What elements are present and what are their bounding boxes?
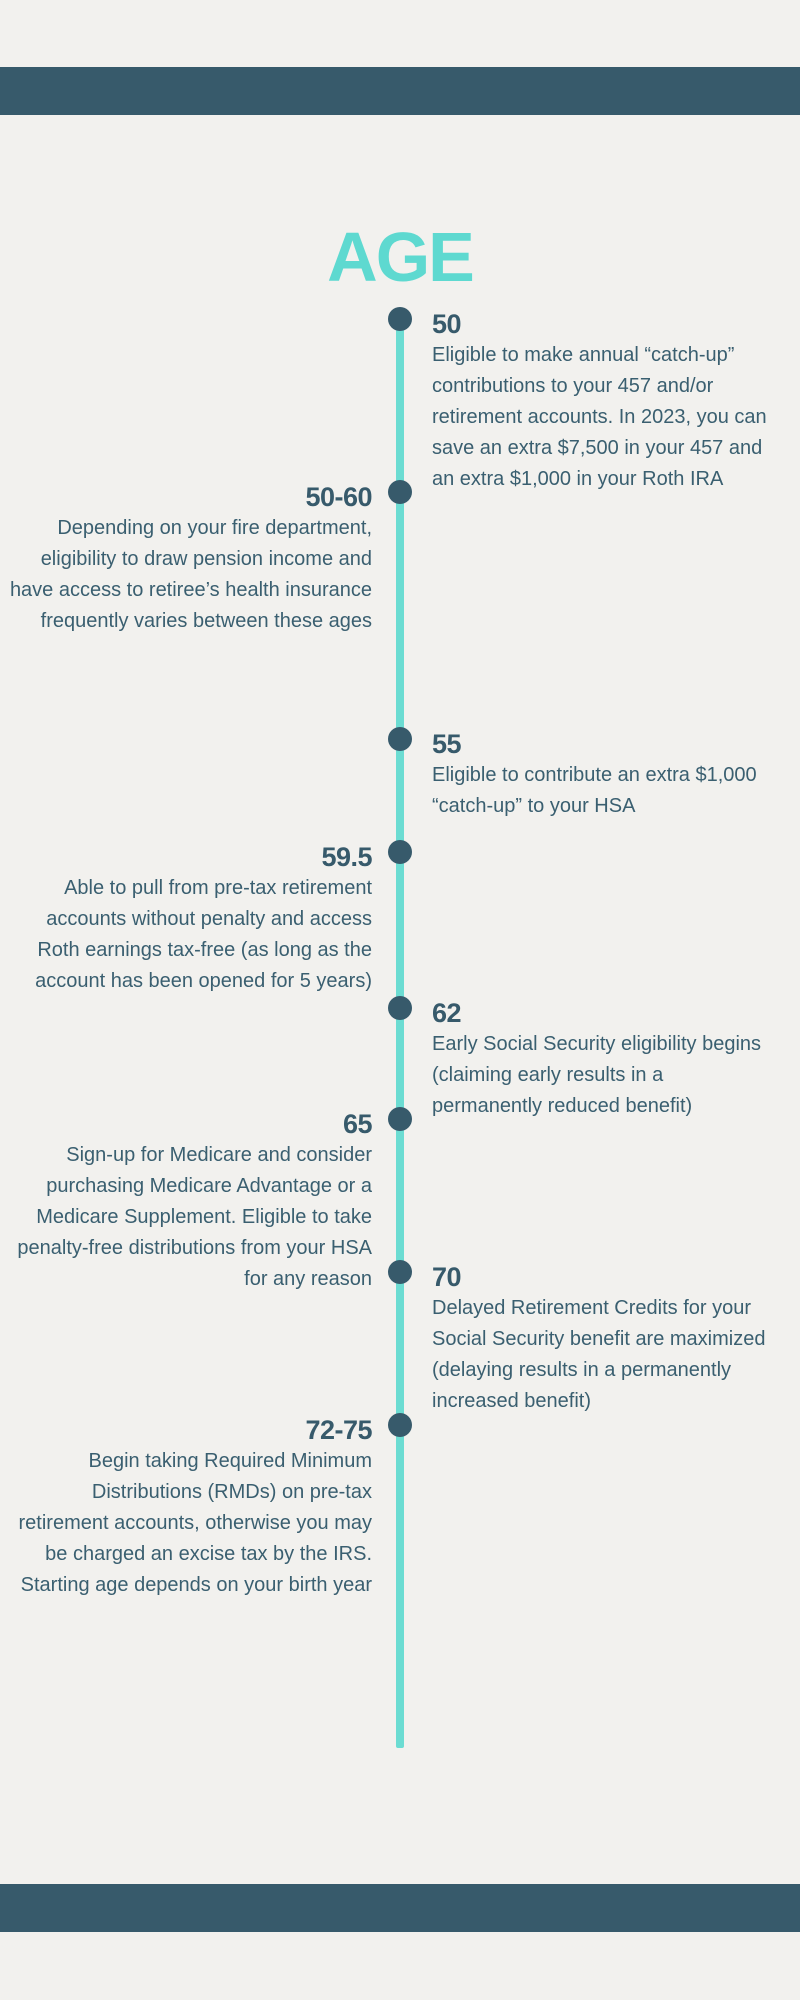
milestone-59-5	[4, 841, 372, 997]
timeline-dot-50	[388, 307, 412, 331]
milestone-55	[432, 728, 772, 822]
milestone-age: 59.5	[321, 842, 372, 872]
milestone-age: 50-60	[305, 482, 372, 512]
page-title: AGE	[327, 218, 473, 296]
milestone-text: Able to pull from pre-tax retirement accounts without penalty and access Roth earnings tax-free (as long as the account has been opened for 5 years)	[35, 877, 372, 992]
milestone-50-60	[4, 481, 372, 637]
milestone-text: Sign-up for Medicare and consider purchasing Medicare Advantage or a Medicare Supplement. Eligible to take penalty-free distributions from your HSA for any reason	[17, 1144, 372, 1290]
top-banner	[0, 67, 800, 115]
milestone-text: Early Social Security eligibility begins (claiming early results in a permanently reduced benefit)	[432, 1033, 762, 1117]
milestone-age: 55	[432, 729, 462, 759]
milestone-age: 70	[432, 1262, 462, 1292]
milestone-text: Eligible to contribute an extra $1,000 “catch-up” to your HSA	[432, 764, 757, 817]
timeline-dot-50-60	[388, 480, 412, 504]
bottom-banner	[0, 1884, 800, 1932]
timeline-dot-55	[388, 727, 412, 751]
timeline-dot-70	[388, 1260, 412, 1284]
milestone-72-75	[4, 1414, 372, 1601]
milestone-62	[432, 997, 772, 1122]
milestone-age: 62	[432, 998, 462, 1028]
timeline-line	[396, 320, 404, 1748]
milestone-70	[432, 1261, 772, 1417]
milestone-65	[4, 1108, 372, 1295]
timeline-dot-59-5	[388, 840, 412, 864]
timeline-dot-62	[388, 996, 412, 1020]
milestone-age: 72-75	[305, 1415, 372, 1445]
milestone-text: Eligible to make annual “catch-up” contributions to your 457 and/or retirement accounts. In 2023, you can save an extra $7,500 in your 457 and an extra $1,000 in your Roth IRA	[432, 344, 767, 490]
milestone-text: Delayed Retirement Credits for your Social Security benefit are maximized (delaying results in a permanently increased benefit)	[432, 1297, 766, 1412]
milestone-text: Begin taking Required Minimum Distributions (RMDs) on pre-tax retirement accounts, otherwise you may be charged an excise tax by the IRS. Starting age depends on your birth year	[18, 1450, 372, 1596]
timeline-dot-65	[388, 1107, 412, 1131]
milestone-50	[432, 308, 772, 495]
milestone-text: Depending on your fire department, eligibility to draw pension income and have access to retiree’s health insurance frequently varies between these ages	[9, 517, 372, 632]
milestone-age: 65	[342, 1109, 372, 1139]
timeline-dot-72-75	[388, 1413, 412, 1437]
milestone-age: 50	[432, 309, 462, 339]
